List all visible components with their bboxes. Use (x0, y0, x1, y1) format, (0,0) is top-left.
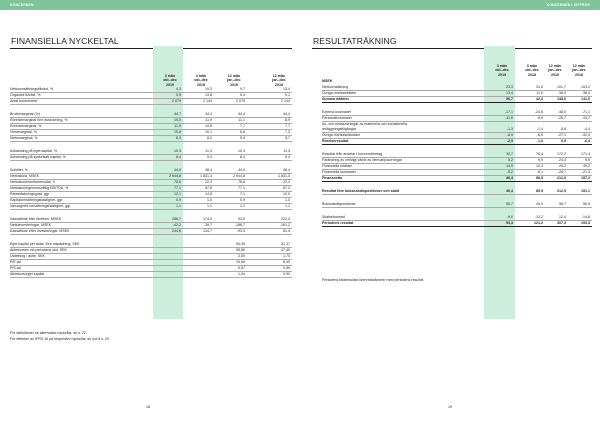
cell-value: 9,4 (207, 155, 212, 160)
cell-value: 7,1 (240, 192, 245, 197)
running-head: KONCERNEN I SIFFROR (546, 2, 590, 7)
cell-value: -9,0 (506, 215, 513, 220)
footnote-definitions: För definitioner se alternativa nyckeltal, se s. 22. (10, 331, 87, 335)
table-row (322, 176, 592, 182)
cell-value: 286,7 (172, 217, 181, 222)
table-row (322, 97, 592, 103)
cell-value: -28,7 (557, 170, 566, 175)
cell-value: 0,9 (176, 198, 181, 203)
cell-value: 49,2 (583, 164, 590, 169)
page-number: 19 (448, 405, 452, 409)
cell-value: -6,3 (583, 139, 590, 144)
cell-value: 6,8 (240, 130, 245, 135)
cell-value: 157,2 (581, 176, 590, 181)
column-header: 3 mån okt–dec 2018 (525, 64, 539, 77)
row-label: Av- och nedskrivningar av materiella och immateriella anläggningstillgångar (322, 122, 408, 131)
row-label: P/E-tal (10, 260, 21, 265)
table-row (322, 122, 592, 133)
cell-value: -26,7 (557, 116, 566, 121)
column-header: 12 mån jan–dec 2018 (572, 64, 586, 77)
row-label: Personalkostnader (322, 116, 352, 121)
cell-value: 101,7 (557, 85, 566, 90)
cell-value: 15,56 (236, 260, 245, 265)
table-row (322, 221, 592, 227)
cell-value: 9,9 (585, 158, 590, 163)
row-label: Summa intäkter (322, 97, 349, 102)
cell-value: -33,7 (581, 116, 590, 121)
row-label: Kassaflöde från rörelsen, MSEK (10, 217, 62, 222)
cell-value: 11,3 (283, 149, 290, 154)
cell-value: 7,7 (285, 124, 290, 129)
cell-value: -5,8 (559, 127, 566, 131)
cell-value: 24,3 (559, 158, 566, 163)
cell-value: -8,9 (506, 133, 513, 138)
cell-value: -1,4 (536, 127, 543, 131)
cell-value: 10,3 (536, 164, 543, 169)
cell-value: -12,4 (557, 215, 566, 220)
cell-value: -186,7 (234, 223, 245, 228)
row-label: Nettoskuld, MSEK (10, 174, 40, 179)
cell-value: 151,1 (581, 189, 590, 194)
cell-value: 103,2 (581, 85, 590, 90)
cell-value: -5,2 (506, 170, 513, 175)
column-header: 3 mån okt–dec 2019 (163, 74, 177, 87)
cell-value: 22,3 (205, 180, 212, 185)
cell-value: 78,6 (238, 180, 245, 185)
cell-value: 1,1 (240, 204, 245, 209)
cell-value: -93,0 (236, 229, 245, 234)
table-row (10, 99, 292, 105)
cell-value: 7,3 (285, 130, 290, 135)
cell-value: 10,0 (283, 192, 290, 197)
cell-value: 1,04 (238, 272, 245, 277)
cell-value: 44,9 (536, 202, 543, 207)
row-label: Periodens resultat (322, 221, 354, 226)
row-label: Räntetäckningsgrad, ggr (10, 192, 50, 197)
cell-value: 174,4 (203, 217, 212, 222)
cell-value: 77,1 (238, 186, 245, 191)
cell-value: -14,6 (581, 215, 590, 220)
cell-value: 10,8 (174, 130, 181, 135)
cell-value: 36,7 (506, 97, 513, 102)
cell-value: 10,3 (238, 149, 245, 154)
cell-value: 2 144 (203, 99, 212, 104)
cell-value: -39,7 (203, 223, 212, 228)
row-label: Finansiella intäkter (322, 164, 352, 169)
cell-value: 77,1 (174, 186, 181, 191)
cell-value: 51,37 (281, 242, 290, 247)
cell-value: 5,4 (240, 93, 245, 98)
row-label: Avkastning på eget kapital, % (10, 149, 58, 154)
cell-value: 57,2 (283, 186, 290, 191)
cell-value: 134,7 (203, 229, 212, 234)
row-label: Nettoskuld/rörelseresultat, X (10, 180, 56, 185)
cell-value: -11,6 (505, 116, 513, 121)
row-label: Skattekostnad (322, 215, 345, 220)
cell-value: 8,40 (283, 260, 290, 265)
cell-value: 2 944,8 (233, 174, 245, 179)
cell-value: 42,0 (536, 97, 543, 102)
cell-value: 5,7 (285, 136, 290, 141)
cell-value: 48,4 (205, 168, 212, 173)
cell-value: 48,4 (283, 168, 290, 173)
cell-value: 1,0 (207, 198, 212, 203)
row-label: Nettoinvesteringar, MSEK (10, 223, 52, 228)
column-header: 12 mån jan–dec 2019 (548, 64, 562, 77)
cell-value: 44,4 (283, 112, 290, 117)
cell-value: 0,92 (283, 272, 290, 277)
cell-value: 1 831,3 (278, 174, 290, 179)
cell-value: 1,0 (285, 198, 290, 203)
cell-value: -161,2 (279, 223, 290, 228)
cell-value: 93,6 (238, 217, 245, 222)
cell-value: 172,2 (557, 152, 566, 157)
cell-value: -32,4 (581, 133, 590, 138)
page-title: RESULTATRÄKNING (313, 36, 397, 46)
right-page (300, 0, 600, 424)
cell-value: 5,4 (240, 136, 245, 141)
cell-value: 19,5 (174, 118, 181, 123)
cell-value: 138,6 (557, 97, 566, 102)
row-label: Aktiekursen vid periodens slut, SEK (10, 248, 67, 253)
cell-value: -71,1 (581, 110, 590, 115)
row-label: Nettoskuld/genomsnittlig EBITDA, % (10, 186, 69, 191)
cell-value: 1,1 (207, 204, 212, 209)
cell-value: 32,7 (506, 152, 513, 157)
cell-value: 1,70 (283, 254, 290, 259)
cell-value: 55,7 (506, 202, 513, 207)
cell-value: 36,9 (559, 91, 566, 96)
row-label: Resultat före bokslutsdispositioner och skatt (322, 189, 400, 194)
cell-value: 23,3 (506, 85, 513, 90)
row-label: Rörelsemarginal, % (10, 124, 42, 129)
cell-value: -17,1 (504, 110, 513, 115)
cell-value: 7,7 (240, 124, 245, 129)
row-label: Soliditet, % (10, 168, 28, 173)
cell-value: 0,9 (176, 93, 181, 98)
cell-value: 9,9 (538, 158, 543, 163)
row-label: Utdelning / aktie, SEK (10, 254, 45, 259)
cell-value: 244,6 (172, 229, 181, 234)
row-label: Organisk tillväxt, % (10, 93, 41, 98)
cell-value: -21,3 (581, 170, 590, 175)
cell-value: -4,4 (583, 127, 590, 131)
cell-value: 10,3 (174, 149, 181, 154)
cell-value: -42,2 (172, 223, 181, 228)
running-head: KONCERNEN (10, 2, 34, 7)
table-row (322, 189, 592, 195)
cell-value: 78,6 (174, 180, 181, 185)
row-label: Nettomarginal, % (10, 136, 38, 141)
cell-value: 54,39 (236, 242, 245, 247)
cell-value: 11,9 (174, 124, 181, 129)
cell-value: 8,4 (240, 155, 245, 160)
row-label: Rörelseresultat (322, 139, 349, 144)
cell-value: 1,1 (176, 204, 181, 209)
table-row (10, 204, 292, 210)
cell-value: 11,0 (536, 91, 543, 96)
cell-value: -8,1 (536, 170, 543, 175)
cell-value: 121,2 (534, 221, 543, 226)
cell-value: 26,2 (559, 164, 566, 169)
cell-value: 212,9 (557, 189, 566, 194)
cell-value: 11,3 (205, 149, 212, 154)
cell-value: 9,7 (240, 87, 245, 92)
cell-value: 2 079 (172, 99, 181, 104)
cell-value: -48,0 (557, 110, 566, 115)
footnote-total-result: Periodens totalresultat överensstämmer med periodens resultat. (322, 278, 425, 282)
key-figures-table (10, 0, 292, 424)
row-label: Nettoomsättningstillväxt, % (10, 87, 54, 92)
cell-value: 9,4 (285, 155, 290, 160)
row-label: Resultat från andelar i koncernföretag (322, 152, 383, 157)
cell-value: 47,40 (281, 248, 290, 253)
cell-value: 8,3 (176, 136, 181, 141)
row-label: Nettoomsättning (322, 85, 349, 90)
cell-value: -2,3 (506, 139, 513, 144)
cell-value: -1,3 (506, 127, 513, 131)
table-row (322, 139, 592, 145)
cell-value: 9,1 (285, 93, 290, 98)
table-row (322, 202, 592, 208)
cell-value: -1,0 (536, 139, 543, 144)
cell-value: 56,9 (583, 202, 590, 207)
cell-value: 0,57 (238, 266, 245, 271)
row-label: Finansnetto (322, 176, 343, 181)
cell-value: 193,3 (581, 221, 590, 226)
row-label: Eget kapital per aktie, före utspädning, SEK (10, 242, 80, 247)
page-title: FINANSIELLA NYCKELTAL (11, 36, 119, 46)
cell-value: 5,2 (508, 158, 513, 163)
income-statement-table (322, 0, 592, 424)
cell-value: 19,3 (205, 87, 212, 92)
cell-value: 212,0 (557, 176, 566, 181)
cell-value: 57,8 (205, 186, 212, 191)
cell-value: 8,4 (176, 155, 181, 160)
cell-value: 44,4 (205, 112, 212, 117)
cell-value: 88,5 (536, 176, 543, 181)
cell-value: 44,7 (174, 112, 181, 117)
row-label: Antal kontor/orter (10, 99, 38, 104)
cell-value: -24,6 (534, 110, 543, 115)
cell-value: 13,4 (506, 91, 513, 96)
table-row (10, 155, 292, 161)
cell-value: 46,4 (506, 189, 513, 194)
cell-value: -9,9 (536, 116, 543, 121)
cell-value: 11,9 (205, 118, 212, 123)
cell-value: -6,9 (536, 133, 543, 138)
cell-value: 89,5 (536, 189, 543, 194)
row-label: Vinstmarginal, % (10, 130, 37, 135)
row-label: Kassaflöde efter investeringar, MSEK (10, 229, 70, 234)
cell-value: -13,2 (534, 215, 543, 220)
cell-value: 307,3 (557, 221, 566, 226)
footnote-ifrs16: För effekten av IFRS 16 på respektive nyckeltal, se not 8 s. 29 (10, 337, 110, 341)
column-header: 12 mån jan–dec 2019 (227, 74, 241, 87)
cell-value: 0,9 (240, 198, 245, 203)
row-label: Aktiekurs/eget kapital (10, 272, 45, 277)
cell-value: 31,0 (536, 85, 543, 90)
table-row (10, 229, 292, 235)
cell-value: 12,1 (174, 192, 181, 197)
cell-value: 13,8 (205, 93, 212, 98)
cell-value: -27,1 (557, 133, 566, 138)
cell-value: 14,8 (205, 192, 212, 197)
cell-value: 10,8 (205, 124, 212, 129)
row-label: Avkastning på sysselsatt kapital, % (10, 155, 66, 160)
row-label: Externa kostnader (322, 110, 352, 115)
row-label: Rörelsemarginal före avskrivning, % (10, 118, 68, 123)
cell-value: 1,1 (285, 204, 290, 209)
row-label: Varulagrets omsättningshastighet, ggr (10, 204, 71, 209)
cell-value: 14,9 (506, 164, 513, 169)
cell-value: 11,1 (238, 118, 245, 123)
row-label: Förändring av verkligt värde av derivat/placeringar (322, 158, 402, 163)
cell-value: 141,6 (581, 97, 590, 102)
cell-value: 13,4 (283, 87, 290, 92)
row-label: Bruttomarginal (%) (10, 112, 40, 117)
cell-value: 2 944,8 (169, 174, 181, 179)
cell-value: 8,9 (285, 118, 290, 123)
column-header: 3 mån okt–dec 2019 (495, 64, 509, 77)
cell-value: 2 144 (281, 99, 290, 104)
cell-value: 1 831,3 (200, 174, 212, 179)
cell-value: 44,9 (174, 168, 181, 173)
cell-value: 171,4 (581, 152, 590, 157)
cell-value: 10,1 (205, 130, 212, 135)
cell-value: 44,4 (238, 112, 245, 117)
table-row (10, 272, 292, 278)
cell-value: 38,4 (583, 91, 590, 96)
cell-value: 2 079 (236, 99, 245, 104)
cell-value: 46,4 (506, 176, 513, 181)
row-label: Finansiella kostnader (322, 170, 356, 175)
cell-value: 61,4 (283, 229, 290, 234)
row-label: Bokslutsdispositioner (322, 202, 356, 207)
cell-value: 0,50 (283, 266, 290, 271)
cell-value: 44,9 (238, 168, 245, 173)
cell-value: 76,4 (536, 152, 543, 157)
cell-value: 2,00 (238, 254, 245, 259)
row-label: Övriga rörelseintäkter (322, 91, 357, 96)
cell-value: 0,9 (561, 139, 566, 144)
cell-value: 8,2 (207, 136, 212, 141)
cell-value: 4,3 (176, 87, 181, 92)
column-header: 12 mån jan–dec 2018 (272, 74, 286, 87)
row-label: Kapitalomsättningshastighet, ggr (10, 198, 63, 203)
cell-value: 222,4 (281, 217, 290, 222)
cell-value: 96,7 (559, 202, 566, 207)
row-label: P/S-tal (10, 266, 21, 271)
table-row (10, 136, 292, 142)
cell-value: 59,80 (236, 248, 245, 253)
cell-value: 93,3 (506, 221, 513, 226)
cell-value: 22,3 (283, 180, 290, 185)
unit-label: MSEK (322, 79, 333, 83)
row-label: Övriga rörelsekostnader (322, 133, 361, 138)
page-number: 18 (146, 405, 150, 409)
column-header: 3 mån okt–dec 2018 (194, 74, 208, 87)
